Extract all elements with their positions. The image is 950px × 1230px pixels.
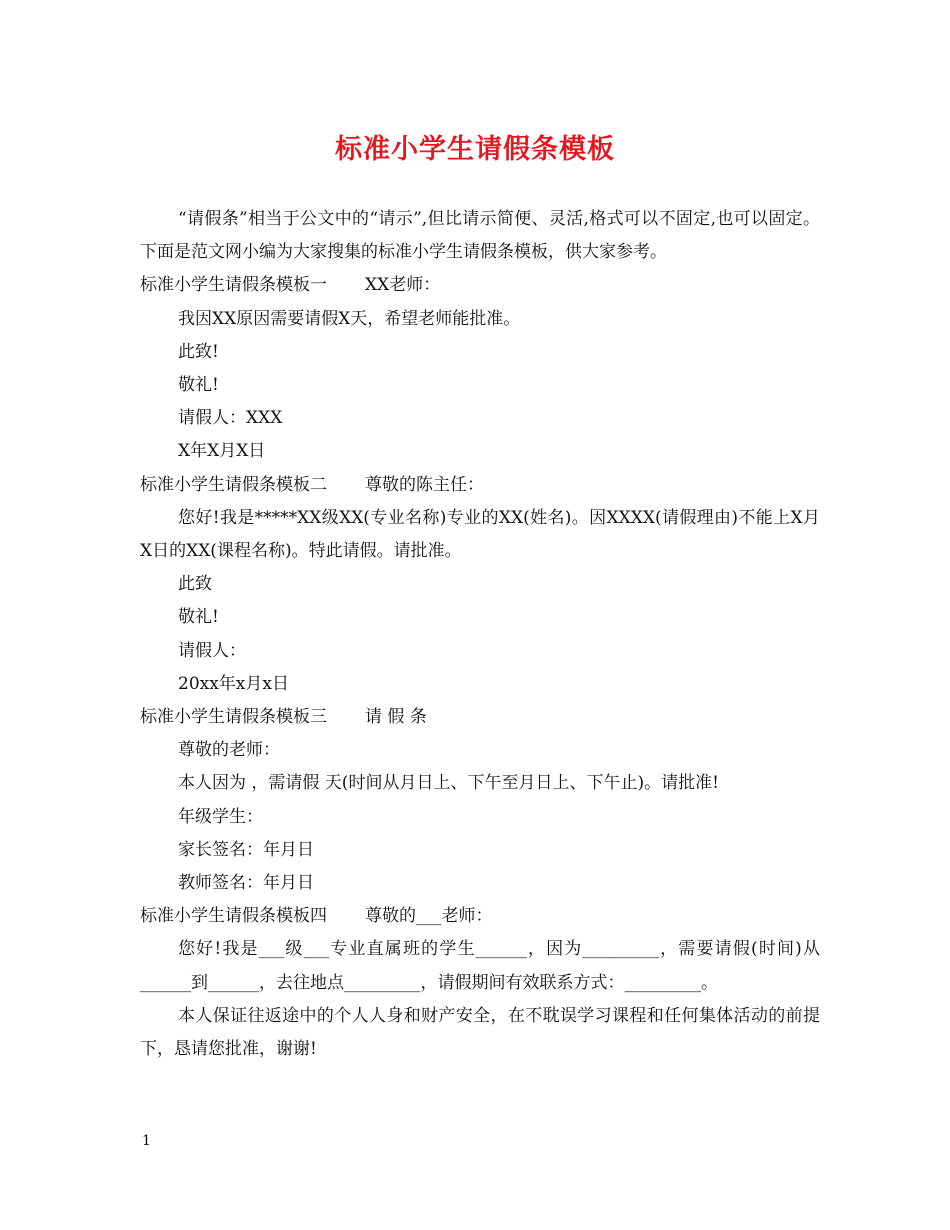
document-body bbox=[140, 203, 820, 1066]
template3-body: 本人因为 ，需请假 天(时间从月日上、下午至月日上、下午止)。请批准! bbox=[178, 773, 719, 794]
template3-heading: 标准小学生请假条模板三 bbox=[140, 707, 327, 728]
template4-body: 您好!我是___级___专业直属班的学生______，因为_________，需要请假(时间)从______到______，去往地点_________，请假期间有效联系方式：_________。 bbox=[140, 939, 820, 993]
template3-salutation: 请 假 条 bbox=[365, 707, 427, 728]
template1-salutation: XX老师： bbox=[365, 275, 441, 296]
template4-salutation: 尊敬的___老师： bbox=[365, 906, 493, 927]
template2-applicant: 请假人： bbox=[178, 640, 246, 661]
template4-heading: 标准小学生请假条模板四 bbox=[140, 906, 327, 927]
template1-closing1: 此致! bbox=[178, 341, 219, 362]
template3-heading-line bbox=[140, 701, 820, 734]
template1-closing2: 敬礼! bbox=[178, 375, 219, 396]
template1-heading-line bbox=[140, 269, 820, 302]
template4-heading-line bbox=[140, 900, 820, 933]
template2-closing1: 此致 bbox=[178, 574, 212, 595]
template3-teacher-sign: 教师签名：年月日 bbox=[178, 873, 314, 894]
template2-body: 您好!我是*****XX级XX(专业名称)专业的XX(姓名)。因XXXX(请假理由)不能上X月X日的XX(课程名称)。特此请假。请批准。 bbox=[140, 507, 820, 562]
template1-heading: 标准小学生请假条模板一 bbox=[140, 275, 327, 296]
template3-student: 年级学生： bbox=[178, 806, 263, 827]
template2-heading: 标准小学生请假条模板二 bbox=[140, 474, 327, 495]
template2-heading-line bbox=[140, 469, 820, 502]
template4-body2: 本人保证往返途中的个人人身和财产安全，在不耽误学习课程和任何集体活动的前提下，恳请您批准，谢谢! bbox=[140, 1005, 820, 1060]
template1-body: 我因XX原因需要请假X天，希望老师能批准。 bbox=[178, 308, 521, 329]
template3-parent-sign: 家长签名：年月日 bbox=[178, 839, 314, 860]
template3-greeting: 尊敬的老师： bbox=[178, 740, 280, 761]
template2-closing2: 敬礼! bbox=[178, 607, 219, 628]
template2-date: 20xx年x月x日 bbox=[178, 673, 289, 694]
intro-paragraph: “请假条”相当于公文中的“请示”,但比请示简便、灵活,格式可以不固定,也可以固定。下面是范文网小编为大家搜集的标准小学生请假条模板，供大家参考。 bbox=[140, 209, 820, 263]
document-title: 标准小学生请假条模板 bbox=[335, 134, 615, 165]
template2-salutation: 尊敬的陈主任： bbox=[365, 474, 484, 495]
template1-date: X年X月X日 bbox=[178, 441, 266, 462]
page-number: 1 bbox=[142, 1133, 151, 1149]
template1-applicant: 请假人：XXX bbox=[178, 408, 283, 429]
